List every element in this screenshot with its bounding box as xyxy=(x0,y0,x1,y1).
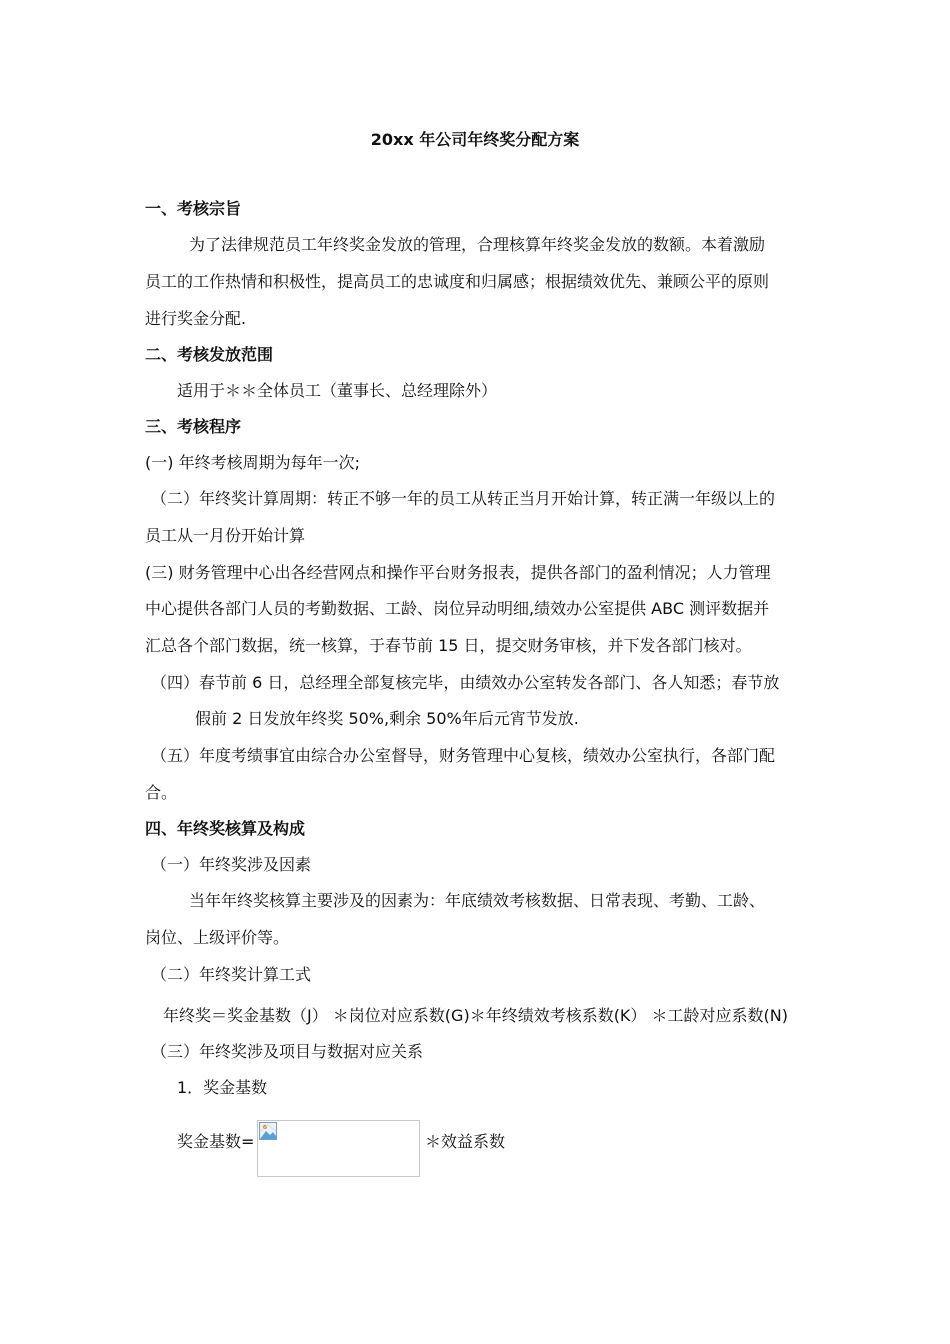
paragraph-line: 岗位、上级评价等。 xyxy=(145,928,290,947)
paragraph-line: （三）年终奖涉及项目与数据对应关系 xyxy=(151,1042,424,1061)
paragraph-line: （二）年终奖计算工式 xyxy=(151,965,312,984)
paragraph-line: （五）年度考绩事宜由综合办公室督导，财务管理中心复核，绩效办公室执行，各部门配 xyxy=(151,746,776,765)
paragraph-line: （四）春节前 6 日，总经理全部复核完毕，由绩效办公室转发各部门、各人知悉；春节放 xyxy=(151,673,780,692)
section-heading: 三、考核程序 xyxy=(145,417,242,436)
document-title: 20xx 年公司年终奖分配方案 xyxy=(370,130,580,149)
paragraph-line: (三) 财务管理中心出各经营网点和操作平台财务报表，提供各部门的盈利情况；人力管理 xyxy=(145,563,771,582)
formula-image-placeholder xyxy=(257,1120,420,1177)
paragraph-line: 为了法律规范员工年终奖金发放的管理，合理核算年终奖金发放的数额。本着激励 xyxy=(189,235,766,254)
paragraph-line: 合。 xyxy=(145,783,178,802)
paragraph-line: 假前 2 日发放年终奖 50%,剩余 50%年后元宵节发放. xyxy=(195,709,579,728)
section-heading: 一、考核宗旨 xyxy=(145,199,242,218)
paragraph-line: 当年年终奖核算主要涉及的因素为：年底绩效考核数据、日常表现、考勤、工龄、 xyxy=(189,891,766,910)
paragraph-line: 员工的工作热情和积极性，提高员工的忠诚度和归属感；根据绩效优先、兼顾公平的原则 xyxy=(145,272,770,291)
paragraph-line: 年终奖＝奖金基数（J） ＊岗位对应系数(G)＊年终绩效考核系数(K） ＊工龄对应系数(N) xyxy=(163,1006,788,1025)
formula-suffix: ＊效益系数 xyxy=(425,1132,506,1151)
paragraph-line: （二）年终奖计算周期：转正不够一年的员工从转正当月开始计算，转正满一年级以上的 xyxy=(151,489,776,508)
formula-label: 奖金基数= xyxy=(177,1132,255,1151)
paragraph-line: 1．奖金基数 xyxy=(177,1078,268,1097)
section-heading: 四、年终奖核算及构成 xyxy=(145,819,306,838)
paragraph-line: 适用于＊＊全体员工（董事长、总经理除外） xyxy=(177,381,498,400)
paragraph-line: 进行奖金分配. xyxy=(145,309,247,328)
section-heading: 二、考核发放范围 xyxy=(145,345,274,364)
paragraph-line: （一）年终奖涉及因素 xyxy=(151,855,312,874)
paragraph-line: 中心提供各部门人员的考勤数据、工龄、岗位异动明细,绩效办公室提供 ABC 测评数据并 xyxy=(145,599,770,618)
paragraph-line: (一) 年终考核周期为每年一次; xyxy=(145,453,360,472)
paragraph-line: 汇总各个部门数据，统一核算，于春节前 15 日，提交财务审核，并下发各部门核对。 xyxy=(145,636,752,655)
paragraph-line: 员工从一月份开始计算 xyxy=(145,526,306,545)
broken-image-icon xyxy=(259,1122,277,1140)
